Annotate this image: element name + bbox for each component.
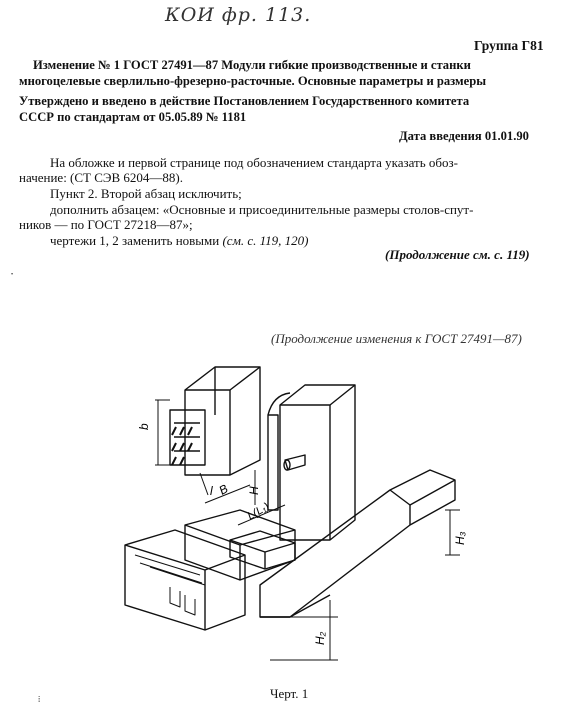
tool-magazine [185,367,260,475]
amendment-title-line1: Изменение № 1 ГОСТ 27491—87 Модули гибкие производственные и станки [33,58,471,72]
body-paragraph-3-cont: ников — по ГОСТ 27218—87»; [19,217,193,232]
dim-label-l: l [210,484,213,498]
effective-date: Дата введения 01.01.90 [399,129,529,143]
machine-figure [110,355,560,675]
body-paragraph-3: дополнить абзацем: «Основные и присоединительные размеры столов-спут- [50,202,474,217]
amendment-title-line2: многоцелевые сверлильно-фрезерно-расточные. Основные параметры и размеры [19,74,487,88]
page-reference: (см. с. 119, 120) [222,233,309,248]
continuation-header: (Продолжение изменения к ГОСТ 27491—87) [271,331,522,346]
body-paragraph-1: На обложке и первой странице под обозначением стандарта указать обоз- [50,155,458,170]
scan-mark-bottom: ⁞ [38,695,41,704]
body-paragraph-4 [50,233,309,249]
bed [260,470,455,617]
dim-label-B: B [216,481,231,498]
approval-line1: Утверждено и введено в действие Постановлением Государственного комитета [19,94,470,108]
body-paragraph-2: Пункт 2. Второй абзац исключить; [50,186,242,201]
group-label: Группа Г81 [474,38,544,53]
dim-label-b: b [137,423,151,430]
dim-label-H3: H₃ [453,531,467,545]
dim-label-H2: H₂ [313,631,327,645]
continued-on-note: (Продолжение см. с. 119) [385,247,530,262]
spindle [285,455,305,470]
figure-caption: Черт. 1 [270,686,309,701]
body-paragraph-1-cont: начение: (СТ СЭВ 6204—88). [19,170,184,185]
scan-mark: • [11,272,14,278]
handwritten-note: КОИ фр. 113. [165,4,312,26]
dim-label-L: L(L₁) [245,500,272,523]
column [280,385,355,540]
dim-label-H: H [247,486,261,495]
approval-line2: СССР по стандартам от 05.05.89 № 1181 [19,110,247,124]
body-paragraph-4-text: чертежи 1, 2 заменить новыми [50,233,220,248]
